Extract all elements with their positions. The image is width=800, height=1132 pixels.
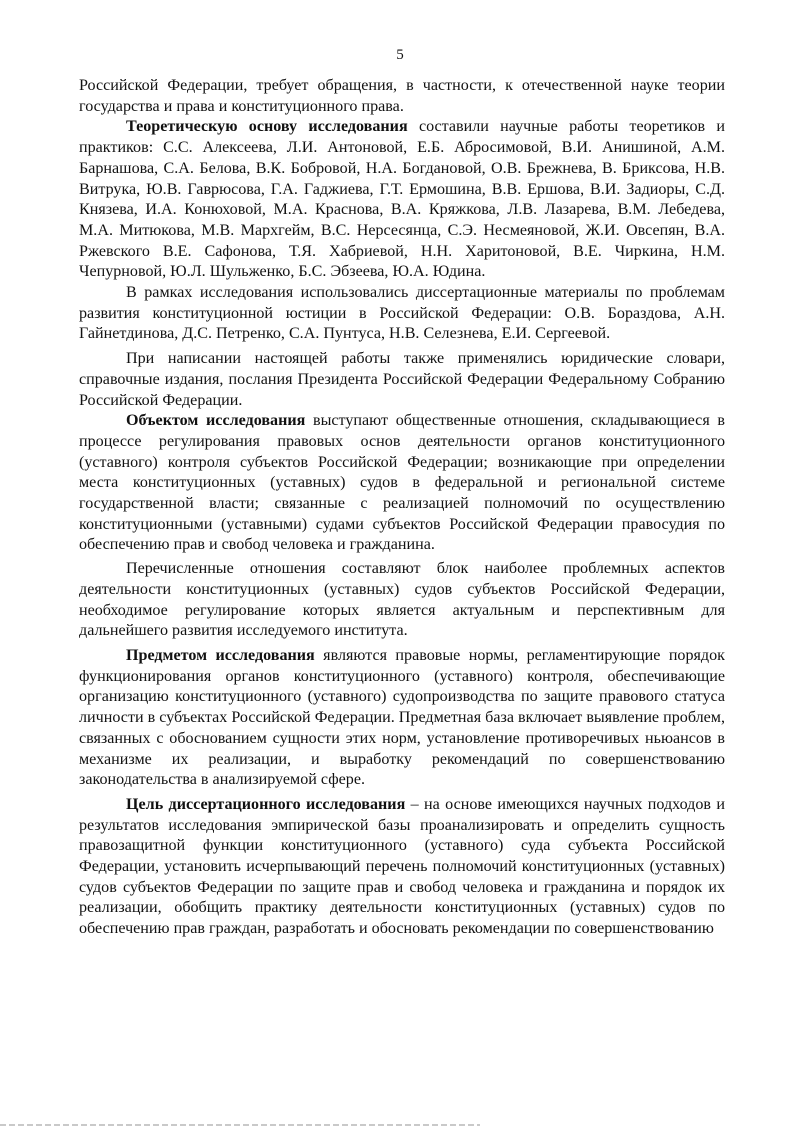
paragraph-research-goal	[79, 795, 725, 940]
paragraph-text: Перечисленные отношения составляют блок наиболее проблемных аспектов деятельности конституционных (уставных) судов субъектов Российской Федерации, необходимое регулирование которых является актуальным и перспективным для дальнейшего развития исследуемого института.	[79, 560, 725, 640]
paragraph-listed-relations	[79, 559, 725, 642]
paragraph-research-subject	[79, 646, 725, 791]
page-number: 5	[396, 47, 404, 63]
paragraph-lead: Теоретическую основу исследования	[126, 118, 408, 136]
paragraph-text: Российской Федерации, требует обращения, в частности, к отечественной науке теории государства и права и конституционного права.	[79, 77, 725, 115]
paragraph-lead: Цель диссертационного исследования	[126, 795, 406, 813]
scan-edge-line	[0, 1124, 480, 1126]
paragraph-lead: Предметом исследования	[126, 646, 315, 664]
paragraph-research-object	[79, 411, 725, 556]
paragraph-text: выступают общественные отношения, складывающиеся в процессе регулирования правовых основ деятельности органов конституционного (уставного) контроля субъектов Российской Федерации; возникающие при определении места конституционных (уставных) судов в федеральной и региональной системе государственной власти; связанные с реализацией полномочий по осуществлению конституционными (уставными) судами субъектов Российской Федерации правосудия по обеспечению прав и свобод человека и гражданина.	[79, 412, 725, 554]
paragraph-text: При написании настоящей работы также применялись юридические словари, справочные издания, послания Президента Российской Федерации Федеральному Собранию Российской Федерации.	[79, 350, 725, 409]
document-body	[79, 76, 725, 940]
paragraph-intro-continuation	[79, 76, 725, 117]
paragraph-text: составили научные работы теоретиков и практиков: С.С. Алексеева, Л.И. Антоновой, Е.Б. Абросимовой, В.И. Анишиной, А.М. Барнашова, С.А. Белова, В.К. Бобровой, Н.А. Богдановой, О.В. Брежнева, В. Бриксова, Н.В. Витрука, Ю.В. Гаврюсова, Г.А. Гаджиева, Г.Т. Ермошина, В.В. Ершова, В.И. Задиоры, С.Д. Князева, И.А. Конюховой, М.А. Краснова, В.А. Кряжкова, Л.В. Лазарева, В.М. Лебедева, М.А. Митюкова, М.В. Мархгейм, В.С. Нерсесянца, С.Э. Несмеяновой, Ж.И. Овсепян, В.А. Ржевского В.Е. Сафонова, Т.Я. Хабриевой, Н.Н. Харитоновой, В.Е. Чиркина, Н.М. Чепурновой, Ю.Л. Шульженко, Б.С. Эбзеева, Ю.А. Юдина.	[79, 118, 725, 281]
paragraph-text: – на основе имеющихся научных подходов и результатов исследования эмпирической базы проанализировать и определить сущность правозащитной функции конституционного (уставного) суда субъекта Российской Федерации, установить исчерпывающий перечень полномочий конституционных (уставных) судов субъектов Федерации по защите прав и свобод человека и гражданина и порядок их реализации, обобщить практику деятельности конституционных (уставных) судов по обеспечению прав граждан, разработать и обосновать рекомендации по совершенствованию	[79, 795, 725, 938]
paragraph-lead: Объектом исследования	[126, 412, 306, 430]
paragraph-text: В рамках исследования использовались диссертационные материалы по проблемам развития конституционной юстиции в Российской Федерации: О.В. Бораздова, А.Н. Гайнетдинова, Д.С. Петренко, С.А. Пунтуса, Н.В. Селезнева, Е.И. Сергеевой.	[79, 284, 725, 343]
paragraph-text: являются правовые нормы, регламентирующие порядок функционирования органов конституционного (уставного) контроля, обеспечивающие организацию конституционного (уставного) судопроизводства по защите правового статуса личности в субъектах Российской Федерации. Предметная база включает выявление проблем, связанных с обоснованием сущности этих норм, установление противоречивых ньюансов в механизме их реализации, и выработку рекомендаций по совершенствованию законодательства в анализируемой сфере.	[79, 646, 725, 789]
paragraph-reference-sources	[79, 349, 725, 411]
paragraph-dissertation-materials	[79, 283, 725, 345]
paragraph-theoretical-basis	[79, 117, 725, 283]
